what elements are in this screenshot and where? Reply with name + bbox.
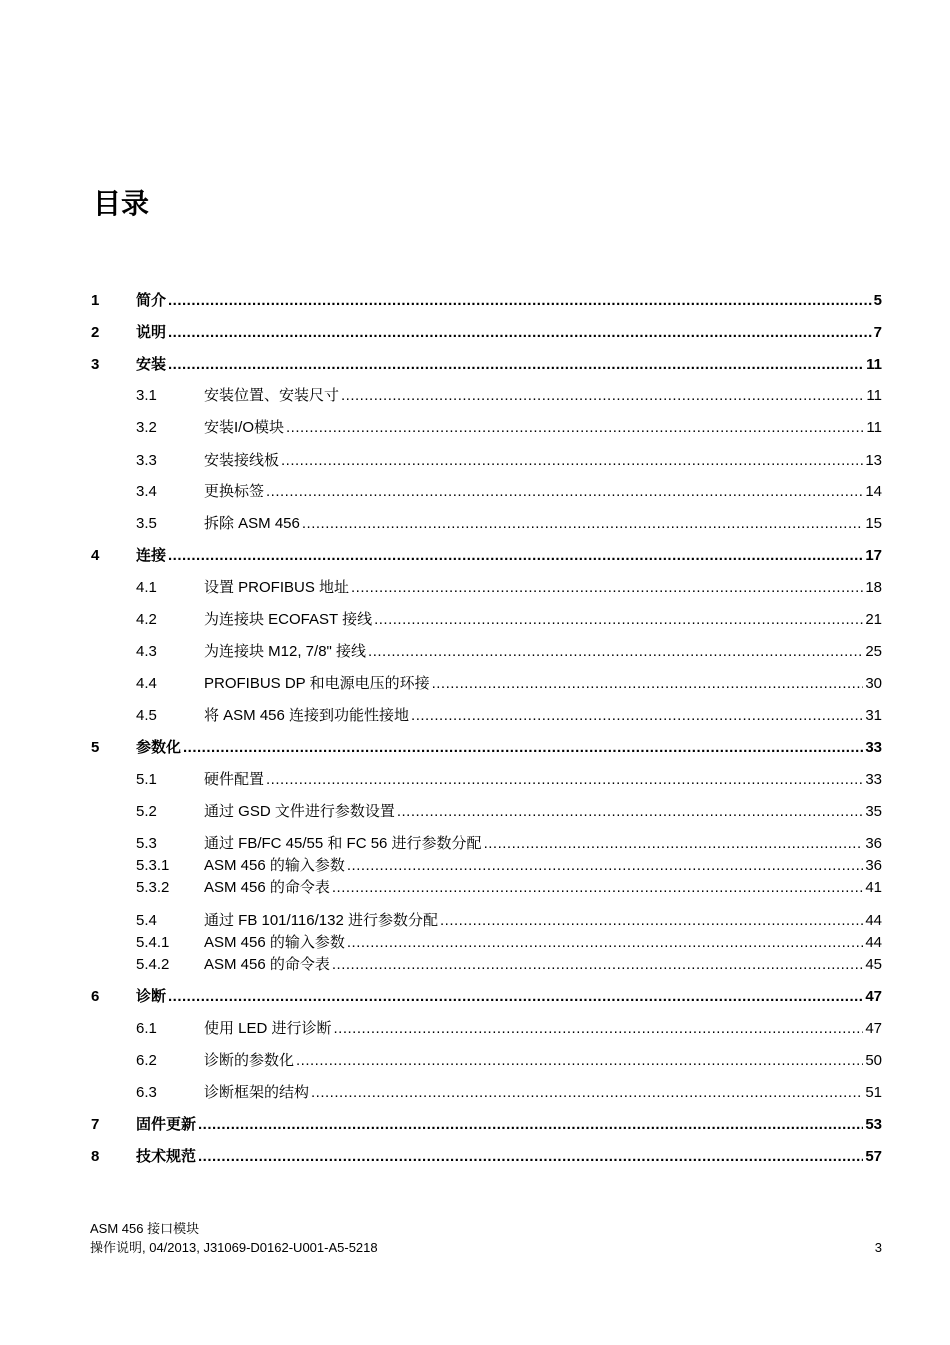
toc-entry-number: 4.1 <box>136 579 157 596</box>
toc-entry-title: 参数化 <box>136 739 182 756</box>
toc-entry-number: 3 <box>91 356 100 373</box>
toc-entry-page: 11 <box>866 419 882 436</box>
toc-dot-leader <box>411 705 863 727</box>
toc-entry-title: ASM 456 的命令表 <box>204 879 330 896</box>
toc-entry-page: 36 <box>865 857 882 874</box>
toc-entry-title: 简介 <box>136 292 167 309</box>
toc-entry-number: 5 <box>91 739 100 756</box>
toc-dot-leader <box>347 855 863 877</box>
footer-doc-info: 操作说明, 04/2013, J31069-D0162-U001-A5-5218 <box>90 1240 378 1255</box>
toc-dot-leader <box>183 737 863 759</box>
toc-section-row[interactable] <box>136 1018 882 1040</box>
toc-entry-number: 3.3 <box>136 452 157 469</box>
toc-entry-number: 3.2 <box>136 419 157 436</box>
toc-section-row[interactable] <box>136 385 882 407</box>
toc-chapter-row[interactable] <box>91 545 882 567</box>
toc-entry-title: 连接 <box>136 547 167 564</box>
toc-entry-number: 4 <box>91 547 100 564</box>
toc-dot-leader <box>440 910 863 932</box>
toc-entry-number: 5.3 <box>136 835 157 852</box>
toc-entry-title: 为连接块 M12, 7/8" 接线 <box>204 643 367 660</box>
toc-entry-title: ASM 456 的命令表 <box>204 956 330 973</box>
toc-dot-leader <box>332 877 863 899</box>
toc-entry-title: 更换标签 <box>204 483 265 500</box>
toc-entry-title: 诊断 <box>136 988 167 1005</box>
toc-entry-number: 5.2 <box>136 803 157 820</box>
toc-entry-page: 57 <box>865 1148 882 1165</box>
toc-dot-leader <box>311 1082 863 1104</box>
toc-dot-leader <box>266 481 863 503</box>
toc-dot-leader <box>198 1114 863 1136</box>
toc-entry-title: 安装接线板 <box>204 452 280 469</box>
toc-section-row[interactable] <box>136 954 882 976</box>
toc-entry-title: 通过 FB 101/116/132 进行参数分配 <box>204 912 438 929</box>
toc-entry-page: 13 <box>865 452 882 469</box>
toc-entry-page: 25 <box>865 643 882 660</box>
toc-entry-number: 4.5 <box>136 707 157 724</box>
toc-entry-page: 35 <box>865 803 882 820</box>
toc-entry-page: 11 <box>866 387 882 404</box>
toc-entry-number: 4.3 <box>136 643 157 660</box>
toc-dot-leader <box>266 769 863 791</box>
toc-entry-page: 45 <box>865 956 882 973</box>
toc-entry-title: ASM 456 的输入参数 <box>204 934 345 951</box>
toc-entry-number: 5.4 <box>136 912 157 929</box>
toc-entry-title: 固件更新 <box>136 1116 197 1133</box>
page-title: 目录 <box>93 187 150 220</box>
toc-entry-number: 8 <box>91 1148 100 1165</box>
toc-entry-number: 5.4.1 <box>136 934 170 951</box>
toc-dot-leader <box>397 801 863 823</box>
toc-section-row[interactable] <box>136 513 882 535</box>
toc-section-row[interactable] <box>136 855 882 877</box>
toc-entry-page: 44 <box>865 912 882 929</box>
toc-entry-title: 拆除 ASM 456 <box>204 515 300 532</box>
toc-entry-page: 44 <box>865 934 882 951</box>
toc-dot-leader <box>168 986 863 1008</box>
toc-section-row[interactable] <box>136 877 882 899</box>
toc-entry-page: 41 <box>865 879 882 896</box>
toc-entry-page: 50 <box>865 1052 882 1069</box>
toc-entry-number: 4.4 <box>136 675 157 692</box>
toc-entry-number: 5.4.2 <box>136 956 170 973</box>
toc-section-row[interactable] <box>136 577 882 599</box>
toc-section-row[interactable] <box>136 450 882 472</box>
toc-entry-title: 诊断的参数化 <box>204 1052 295 1069</box>
toc-entry-title: 为连接块 ECOFAST 接线 <box>204 611 373 628</box>
toc-section-row[interactable] <box>136 481 882 503</box>
toc-entry-number: 2 <box>91 324 100 341</box>
toc-entry-number: 5.1 <box>136 771 157 788</box>
toc-entry-page: 7 <box>873 324 882 341</box>
toc-dot-leader <box>168 322 872 344</box>
toc-dot-leader <box>332 954 863 976</box>
toc-section-row[interactable] <box>136 769 882 791</box>
toc-entry-title: 诊断框架的结构 <box>204 1084 310 1101</box>
toc-section-row[interactable] <box>136 673 882 695</box>
toc-entry-page: 47 <box>865 1020 882 1037</box>
toc-dot-leader <box>432 673 864 695</box>
toc-dot-leader <box>341 385 864 407</box>
toc-entry-page: 21 <box>865 611 882 628</box>
toc-chapter-row[interactable] <box>91 290 882 312</box>
toc-entry-page: 15 <box>865 515 882 532</box>
toc-entry-page: 51 <box>865 1084 882 1101</box>
toc-entry-page: 36 <box>865 835 882 852</box>
page-footer <box>90 1219 882 1257</box>
toc-dot-leader <box>281 450 863 472</box>
toc-section-row[interactable] <box>136 417 882 439</box>
toc-dot-leader <box>286 417 864 439</box>
toc-entry-number: 3.4 <box>136 483 157 500</box>
toc-entry-number: 6.3 <box>136 1084 157 1101</box>
toc-section-row[interactable] <box>136 910 882 932</box>
toc-section-row[interactable] <box>136 641 882 663</box>
toc-entry-number: 3.1 <box>136 387 157 404</box>
toc-dot-leader <box>168 545 863 567</box>
toc-dot-leader <box>198 1146 863 1168</box>
toc-entry-title: 说明 <box>136 324 167 341</box>
toc-section-row[interactable] <box>136 801 882 823</box>
toc-section-row[interactable] <box>136 1082 882 1104</box>
toc-dot-leader <box>168 290 872 312</box>
toc-section-row[interactable] <box>136 609 882 631</box>
toc-chapter-row[interactable] <box>91 737 882 759</box>
toc-entry-page: 5 <box>873 292 882 309</box>
toc-entry-title: 技术规范 <box>136 1148 197 1165</box>
toc-entry-title: 安装I/O模块 <box>204 419 285 436</box>
toc-section-row[interactable] <box>136 833 882 855</box>
toc-entry-title: 设置 PROFIBUS 地址 <box>204 579 350 596</box>
toc-entry-title: PROFIBUS DP 和电源电压的环接 <box>204 675 430 692</box>
toc-chapter-row[interactable] <box>91 354 882 376</box>
toc-chapter-row[interactable] <box>91 986 882 1008</box>
toc-entry-number: 5.3.2 <box>136 879 170 896</box>
toc-entry-title: 安装位置、安装尺寸 <box>204 387 340 404</box>
footer-page-number: 3 <box>874 1240 882 1255</box>
toc-entry-page: 11 <box>866 356 882 373</box>
toc-entry-page: 17 <box>865 547 882 564</box>
toc-entry-number: 7 <box>91 1116 100 1133</box>
toc-section-row[interactable] <box>136 1050 882 1072</box>
toc-dot-leader <box>484 833 864 855</box>
toc-entry-number: 6 <box>91 988 100 1005</box>
toc-entry-title: 安装 <box>136 356 167 373</box>
toc-chapter-row[interactable] <box>91 1114 882 1136</box>
toc-entry-title: 使用 LED 进行诊断 <box>204 1020 332 1037</box>
toc-section-row[interactable] <box>136 705 882 727</box>
toc-entry-title: 通过 GSD 文件进行参数设置 <box>204 803 395 820</box>
toc-entry-number: 5.3.1 <box>136 857 170 874</box>
toc-dot-leader <box>374 609 863 631</box>
toc-dot-leader <box>347 932 863 954</box>
toc-dot-leader <box>334 1018 864 1040</box>
toc-entry-page: 33 <box>865 771 882 788</box>
toc-chapter-row[interactable] <box>91 1146 882 1168</box>
toc-dot-leader <box>302 513 863 535</box>
toc-entry-page: 14 <box>865 483 882 500</box>
toc-entry-page: 53 <box>865 1116 882 1133</box>
toc-entry-title: ASM 456 的输入参数 <box>204 857 345 874</box>
toc-entry-page: 33 <box>865 739 882 756</box>
toc-dot-leader <box>296 1050 863 1072</box>
toc-entry-number: 6.1 <box>136 1020 157 1037</box>
footer-product: ASM 456 接口模块 <box>90 1221 200 1236</box>
toc-dot-leader <box>351 577 863 599</box>
toc-entry-page: 47 <box>865 988 882 1005</box>
toc-dot-leader <box>168 354 864 376</box>
toc-chapter-row[interactable] <box>91 322 882 344</box>
toc-entry-page: 30 <box>865 675 882 692</box>
toc-section-row[interactable] <box>136 932 882 954</box>
toc-dot-leader <box>368 641 863 663</box>
toc-entry-page: 18 <box>865 579 882 596</box>
toc-entry-number: 6.2 <box>136 1052 157 1069</box>
toc-entry-title: 通过 FB/FC 45/55 和 FC 56 进行参数分配 <box>204 835 482 852</box>
toc-entry-title: 将 ASM 456 连接到功能性接地 <box>204 707 410 724</box>
toc-entry-number: 1 <box>91 292 100 309</box>
toc-entry-title: 硬件配置 <box>204 771 265 788</box>
toc-entry-number: 3.5 <box>136 515 157 532</box>
toc-entry-page: 31 <box>865 707 882 724</box>
toc-entry-number: 4.2 <box>136 611 157 628</box>
